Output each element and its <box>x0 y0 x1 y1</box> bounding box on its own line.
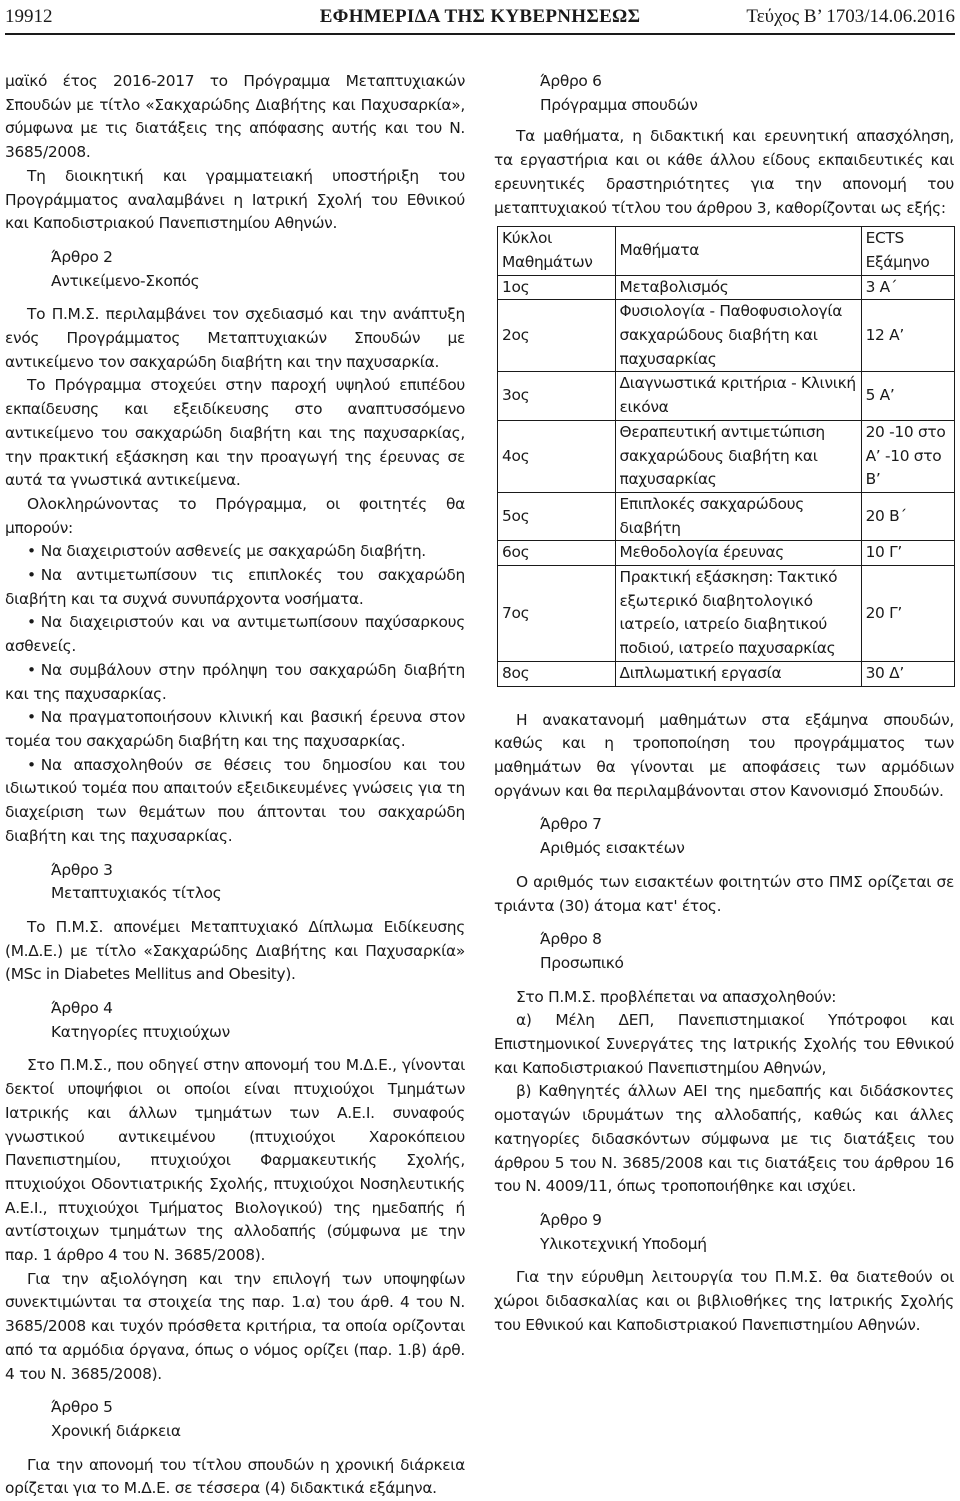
table-cell: 20 Γ’ <box>861 566 954 662</box>
bullet-item: • Να απασχοληθούν σε θέσεις του δημοσίου και του ιδιωτικού τομέα που απαιτούν εξειδικευμένες γνώσεις για τη διαχείριση των θεμάτων που άπτονται του σακχαρώδη διαβήτη και της παχυσαρκίας. <box>5 754 465 849</box>
table-header-cell: Μαθήματα <box>615 227 861 275</box>
paragraph: Για την εύρυθμη λειτουργία του Π.Μ.Σ. θα διατεθούν οι χώροι διδασκαλίας και οι βιβλιοθήκες της Ιατρικής Σχολής του Εθνικού και Καποδιστριακού Πανεπιστημίου Αθηνών. <box>494 1268 954 1334</box>
header-rule <box>5 33 955 35</box>
journal-title: ΕΦΗΜΕΡΙΔΑ ΤΗΣ ΚΥΒΕΡΝΗΣΕΩΣ <box>319 6 641 27</box>
table-row <box>498 275 955 300</box>
bullet-item: • Να αντιμετωπίσουν τις επιπλοκές του σακχαρώδη διαβήτη και τα συχνά συνυπάρχοντα νοσήματα. <box>5 564 465 611</box>
table-cell: Μεταβολισμός <box>615 275 861 300</box>
table-cell: 20 Β΄ <box>861 492 954 540</box>
table-header-cell: Κύκλοι Μαθημάτων <box>498 227 616 275</box>
paragraph: Ολοκληρώνοντας το Πρόγραμμα, οι φοιτητές θα μπορούν: <box>5 494 465 537</box>
bullet-item: • Να πραγματοποιήσουν κλινική και βασική έρευνα στον τομέα του σακχαρώδη διαβήτη και της παχυσαρκίας. <box>5 706 465 753</box>
paragraph: Για την αξιολόγηση και την επιλογή των υποψηφίων συνεκτιμώνται τα στοιχεία της παρ. 1.α) του άρθ. 4 του Ν. 3685/2008 και τυχόν πρόσθετα κριτήρια, τα οποία ορίζονται από τα αρμόδια όργανα, όπως ο νόμος ορίζει (παρ. 1.β) άρθ. 4 του Ν. 3685/2008). <box>5 1269 465 1383</box>
table-cell: 8ος <box>498 661 616 686</box>
table-cell: Θεραπευτική αντιμετώπιση σακχαρώδους διαβήτη και παχυσαρκίας <box>615 420 861 492</box>
paragraph: Τη διοικητική και γραμματειακή υποστήριξη του Προγράμματος αναλαμβάνει η Ιατρική Σχολή του Εθνικού και Καποδιστριακού Πανεπιστημίου Αθηνών. <box>5 166 465 233</box>
paragraph: Στο Π.Μ.Σ. προβλέπεται να απασχοληθούν: <box>516 987 837 1006</box>
table-cell: Διπλωματική εργασία <box>615 661 861 686</box>
page-header <box>5 4 955 30</box>
paragraph: Τα μαθήματα, η διδακτική και ερευνητική απασχόληση, τα εργαστήρια και οι κάθε άλλου είδους εκπαιδευτικές και ερευνητικές δραστηριότητες για την απονομή του μεταπτυχιακού τίτλου του άρθρου 3, καθορίζονται ως εξής: <box>494 127 954 217</box>
table-row <box>498 492 955 540</box>
table-cell: 6ος <box>498 541 616 566</box>
table-row <box>498 566 955 662</box>
article-5-subtitle: Χρονική διάρκεια <box>51 1421 181 1440</box>
table-cell: 2ος <box>498 300 616 372</box>
left-column <box>5 70 465 1501</box>
table-cell: 5ος <box>498 492 616 540</box>
article-3-title: Άρθρο 3 <box>51 860 113 879</box>
article-5-title: Άρθρο 5 <box>51 1398 113 1417</box>
table-cell: 4ος <box>498 420 616 492</box>
table-cell: 3ος <box>498 372 616 420</box>
article-4-subtitle: Κατηγορίες πτυχιούχων <box>51 1022 230 1041</box>
table-row <box>498 300 955 372</box>
article-9-title: Άρθρο 9 <box>540 1210 602 1229</box>
table-header-cell: ECTS Εξάμηνο <box>861 227 954 275</box>
page-number: 19912 <box>5 6 53 27</box>
table-cell: 7ος <box>498 566 616 662</box>
paragraph: Για την απονομή του τίτλου σπουδών η χρονική διάρκεια ορίζεται για το Μ.Δ.Ε. σε τέσσερα (4) διδακτικά εξάμηνα. <box>5 1455 465 1498</box>
article-8-subtitle: Προσωπικό <box>540 953 624 972</box>
bullet-item: • Να συμβάλουν στην πρόληψη του σακχαρώδη διαβήτη και της παχυσαρκίας. <box>5 659 465 706</box>
article-3-subtitle: Μεταπτυχιακός τίτλος <box>51 884 222 903</box>
article-8-title: Άρθρο 8 <box>540 930 602 949</box>
table-row <box>498 420 955 492</box>
article-6-subtitle: Πρόγραμμα σπουδών <box>540 95 698 114</box>
table-cell: 20 -10 στο Α’ -10 στο Β’ <box>861 420 954 492</box>
table-cell: 30 Δ’ <box>861 661 954 686</box>
table-header-row <box>498 227 955 275</box>
paragraph: β) Καθηγητές άλλων ΑΕΙ της ημεδαπής και διδάσκοντες ομοταγών ιδρυμάτων της αλλοδαπής, καθώς και άλλες κατηγορίες διδασκόντων σύμφωνα με τις διατάξεις του άρθρου 5 του Ν. 3685/2008 και τις διατάξεις του άρθρου 16 του Ν. 4009/11, όπως τροποποιήθηκε και ισχύει. <box>494 1082 954 1196</box>
issue-info: Τεύχος Β’ 1703/14.06.2016 <box>746 6 955 27</box>
table-cell: Φυσιολογία - Παθοφυσιολογία σακχαρώδους διαβήτη και παχυσαρκίας <box>615 300 861 372</box>
table-cell: Μεθοδολογία έρευνας <box>615 541 861 566</box>
paragraph: α) Μέλη ΔΕΠ, Πανεπιστημιακοί Υπότροφοι και Επιστημονικοί Συνεργάτες της Ιατρικής Σχολής του Εθνικού και Καποδιστριακού Πανεπιστημίου Αθηνών, <box>494 1011 954 1077</box>
table-row <box>498 372 955 420</box>
paragraph: Το Π.Μ.Σ. απονέμει Μεταπτυχιακό Δίπλωμα Ειδίκευσης (Μ.Δ.Ε.) με τίτλο «Σακχαρώδης Διαβήτης και Παχυσαρκία» (MSc in Diabetes Mellitus and Obesity). <box>5 917 465 984</box>
article-2-title: Άρθρο 2 <box>51 247 113 266</box>
table-cell: Διαγνωστικά κριτήρια - Κλινική εικόνα <box>615 372 861 420</box>
table-cell: 5 Α’ <box>861 372 954 420</box>
course-table <box>497 226 955 686</box>
table-row <box>498 661 955 686</box>
article-4-title: Άρθρο 4 <box>51 999 113 1018</box>
table-row <box>498 541 955 566</box>
paragraph: Το Π.Μ.Σ. περιλαμβάνει τον σχεδιασμό και την ανάπτυξη ενός Προγράμματος Μεταπτυχιακών Σπουδών με αντικείμενο τον σακχαρώδη διαβήτη και την παχυσαρκία. <box>5 305 465 371</box>
paragraph: Η ανακατανομή μαθημάτων στα εξάμηνα σπουδών, καθώς και η τροποποίηση του προγράμματος των μαθημάτων θα γίνονται με αποφάσεις των αρμόδιων οργάνων και θα περιλαμβάνονται στον Κανονισμό Σπουδών. <box>494 710 954 800</box>
table-cell: 10 Γ’ <box>861 541 954 566</box>
paragraph: Στο Π.Μ.Σ., που οδηγεί στην απονομή του Μ.Δ.Ε., γίνονται δεκτοί υποψήφιοι οι οποίοι είναι πτυχιούχοι Τμημάτων Ιατρικής και άλλων τμημάτων των Α.Ε.Ι. συναφούς γνωστικού αντικειμένου (πτυχιούχοι Χαροκόπειου Πανεπιστημίου, πτυχιούχοι Φαρμακευτικής Σχολής, πτυχιούχοι Οδοντιατρικής Σχολής, πτυχιούχοι Νοσηλευτικής Α.Ε.Ι., πτυχιούχοι Τμήματος Βιολογικού) της ημεδαπής ή αντίστοιχων τμημάτων της αλλοδαπής (σύμφωνα με την παρ. 1 άρθρο 4 του Ν. 3685/2008). <box>5 1056 465 1265</box>
table-cell: 3 Α΄ <box>861 275 954 300</box>
article-6-title: Άρθρο 6 <box>540 72 602 90</box>
article-2-subtitle: Αντικείμενο-Σκοπός <box>51 271 200 290</box>
table-cell: 1ος <box>498 275 616 300</box>
paragraph: Ο αριθμός των εισακτέων φοιτητών στο ΠΜΣ ορίζεται σε τριάντα (30) άτομα κατ' έτος. <box>494 872 954 915</box>
bullet-item: • Να διαχειριστούν και να αντιμετωπίσουν παχύσαρκους ασθενείς. <box>5 611 465 658</box>
article-7-title: Άρθρο 7 <box>540 815 602 834</box>
paragraph: μαϊκό έτος 2016-2017 το Πρόγραμμα Μεταπτυχιακών Σπουδών με τίτλο «Σακχαρώδης Διαβήτης και Παχυσαρκία», σύμφωνα με τις διατάξεις της απόφασης αυτής και του Ν. 3685/2008. <box>5 72 465 162</box>
article-7-subtitle: Αριθμός εισακτέων <box>540 839 685 858</box>
right-column <box>494 70 954 1337</box>
bullet-item: • Να διαχειριστούν ασθενείς με σακχαρώδη διαβήτη. <box>5 540 465 564</box>
table-cell: Επιπλοκές σακχαρώδους διαβήτη <box>615 492 861 540</box>
table-cell: Πρακτική εξάσκηση: Τακτικό εξωτερικό διαβητολογικό ιατρείο, ιατρείο διαβητικού ποδιού, ιατρείο παχυσαρκίας <box>615 566 861 662</box>
article-9-subtitle: Υλικοτεχνική Υποδομή <box>540 1234 707 1253</box>
paragraph: Το Πρόγραμμα στοχεύει στην παροχή υψηλού επιπέδου εκπαίδευσης και εξειδίκευσης στο αναπτυσσόμενο αντικείμενο του σακχαρώδη διαβήτη και της παχυσαρκίας, την πρακτική εξάσκηση και την προαγωγή της έρευνας σε αυτά τα γνωστικά αντικείμενα. <box>5 376 465 490</box>
table-cell: 12 Α’ <box>861 300 954 372</box>
